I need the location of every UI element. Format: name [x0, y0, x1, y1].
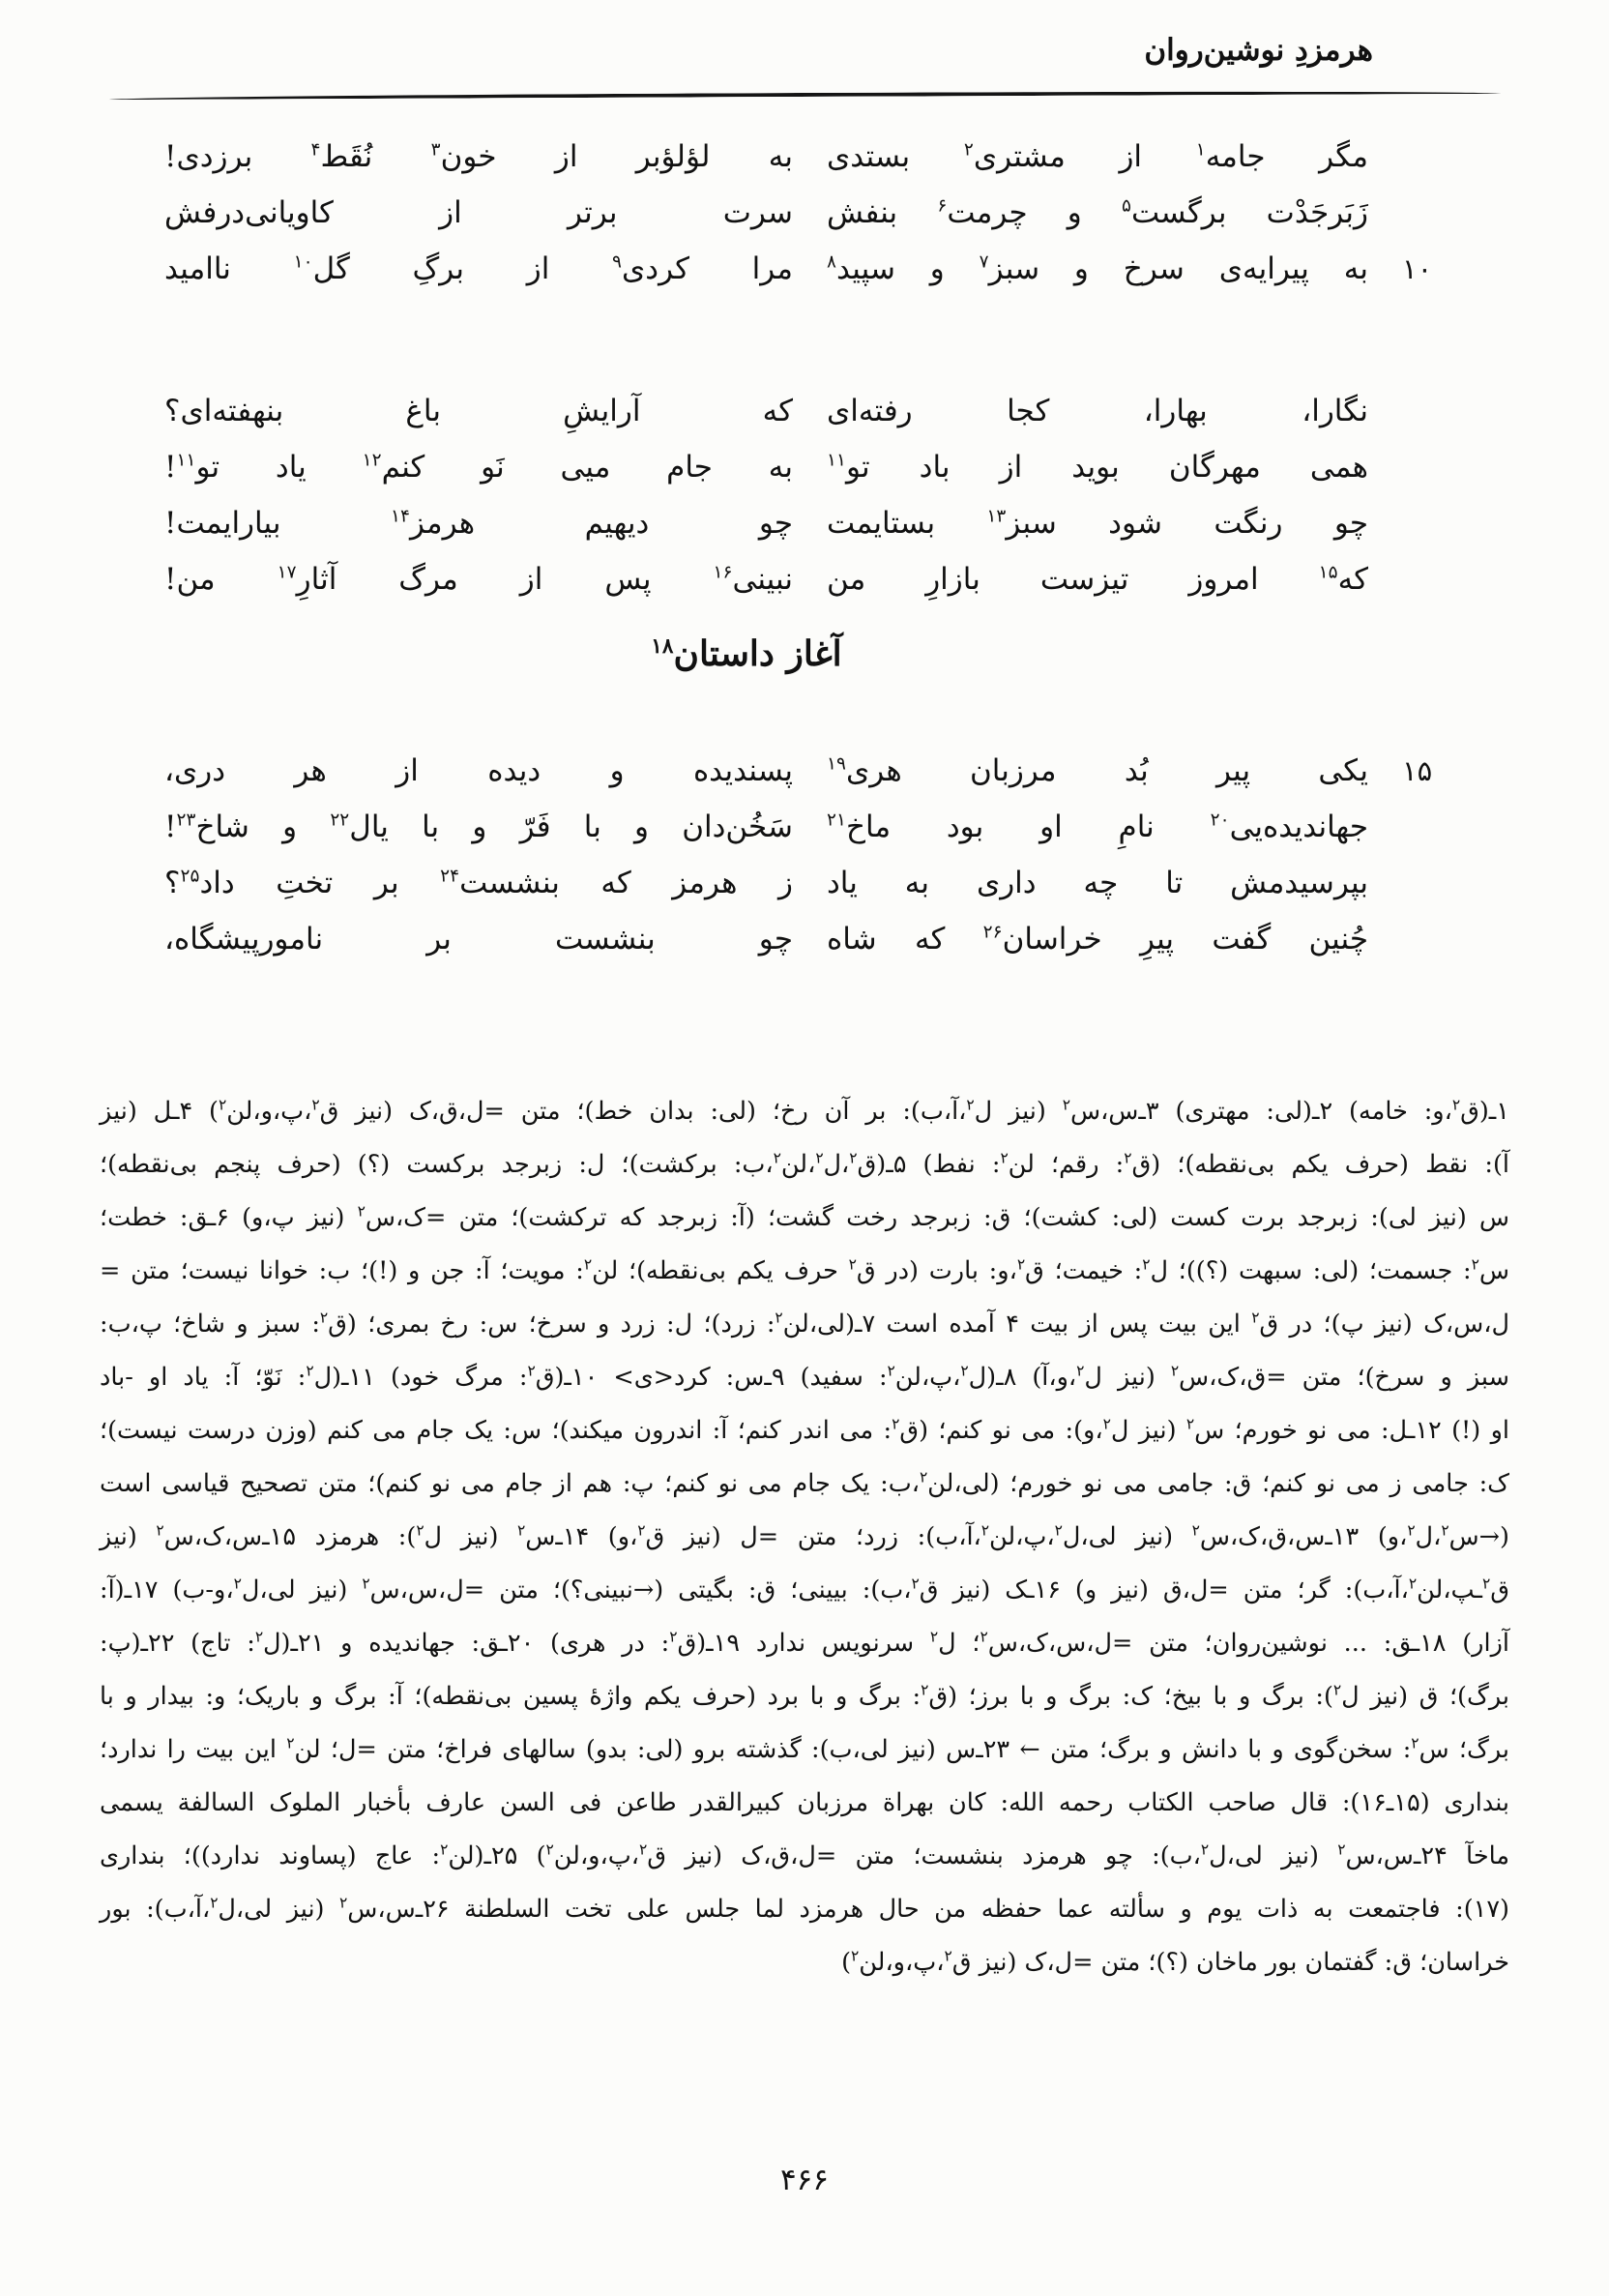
verse-line — [164, 743, 1450, 799]
hemistich-right: به پیرایه‌ی سرخ و سبز$^۷$ و سپید$^۸$ — [827, 251, 1368, 286]
hemistich-right: که$^{۱۵}$ امروز تیزست بازارِ من — [827, 562, 1368, 597]
hemistich-left: به جام میی نَو کنم$^{۱۲}$ یاد تو$^{۱۱}$! — [164, 450, 793, 485]
verse-line — [164, 185, 1450, 241]
hemistich-left: نبینی$^{۱۶}$ پس از مرگ آثارِ$^{۱۷}$ من! — [164, 562, 794, 597]
footnote-line: س (نیز لی): زبرجد برت کست (لی: کشت)؛ ق: زبرجد رخت گشت؛ (آ: زبرجد که ترکشت)؛ متن =ک،س$^۲$ (نیز پ،و) ۶ـق: خطت؛ — [100, 1202, 1509, 1232]
hemistich-left: چو بنشست بر نامورپیشگاه، — [164, 922, 793, 957]
hemistich-left: سَخُن‌دان و با فَرّ و با یال$^{۲۲}$ و شاخ$^{۲۳}$! — [164, 809, 794, 844]
footnote-line: س$^۲$: جسمت؛ (لی: سبهت (؟))؛ ل$^۲$: خیمت؛ ق$^۲$،و: بارت (در ق$^۲$ حرف یکم بی‌نقطه)؛ لن$^۲$: مویت؛ آ: جن و (!)؛ ب: خوانا نیست؛ متن = — [100, 1255, 1509, 1285]
hemistich-right: چو رنگت شود سبز$^{۱۳}$ بستایمت — [827, 506, 1368, 541]
footnote-line: خراسان؛ ق: گفتمان بور ماخان (؟)؛ متن =ل،ک (نیز ق$^۲$،پ،و،لن$^۲$) — [841, 1947, 1509, 1977]
footnote-line: برگ؛ س$^۲$: سخن‌گوی و با دانش و برگ؛ متن ← ۲۳ـ‌س (نیز لی،ب): گذشته برو (لی: بدو) سالهای فراخ؛ متن =ل؛ لن$^۲$ این بیت را ندارد؛ — [100, 1734, 1509, 1764]
footnote-line: ک: جامی ز می نو کنم؛ ق: جامی می نو خورم؛ (لی،لن$^۲$،ب: یک جام می نو کنم؛ پ: هم از جام می نو کنم)؛ متن تصحیح قیاسی است — [100, 1468, 1509, 1498]
verse-line — [164, 855, 1450, 911]
footnote-line: (۱۷): فاجتمعت به ذات یوم و سألته عما حفظه من حال هرمزد لما جلس علی تخت السلطنة ۲۶ـ‌س،س$^۲$ (نیز لی،ل$^۲$،آ،ب): بور — [100, 1894, 1509, 1924]
verse-line — [164, 799, 1450, 855]
footnote-line: (→س$^۲$،ل$^۲$،و) ۱۳ـ‌س،ق،ک،س$^۲$ (نیز لی،ل$^۲$،پ،لن$^۲$،آ،ب): زرد؛ متن =ل (نیز ق$^۲$،و) ۱۴ـ‌س$^۲$ (نیز ل$^۲$): هرمزد ۱۵ـ‌س،ک،س$^۲$ (نیز — [100, 1521, 1509, 1551]
footnote-line: ماخآ ۲۴ـ‌س،س$^۲$ (نیز لی،ل$^۲$،ب): چو هرمزد بنشست؛ متن =ل،ق،ک (نیز ق$^۲$،پ،و،لن$^۲$) ۲۵ـ(لن$^۲$: عاج (پساوند ندارد))؛ بنداری — [100, 1840, 1510, 1870]
running-header-title: هرمزدِ نوشین‌روان — [1144, 33, 1373, 68]
verse-number: ۱۵ — [1402, 754, 1433, 787]
critical-apparatus-footnotes — [100, 1085, 1509, 1989]
poem-stanza-3 — [164, 743, 1450, 967]
verse-number: ۱۰ — [1402, 252, 1433, 285]
hemistich-right: نگارا، بهارا، کجا رفته‌ای — [827, 394, 1368, 428]
hemistich-right: جهاندیده‌یی$^{۲۰}$ نامِ او بود ماخ$^{۲۱}$ — [827, 809, 1368, 844]
page-number: ۴۶۶ — [780, 2163, 829, 2197]
footnote-line: برگ)؛ ق (نیز ل$^۲$): برگ و با بیخ؛ ک: برگ و با برز؛ (ق$^۲$: برگ و با برد (حرف یکم واژهٔ پسین بی‌نقطه)؛ آ: برگ و باریک؛ و: بیدار و با — [100, 1681, 1509, 1711]
hemistich-left: پسندیده و دیده از هر دری، — [164, 753, 793, 788]
verse-line — [164, 911, 1450, 967]
hemistich-left: چو دیهیم هرمز$^{۱۴}$ بیارایمت! — [164, 506, 793, 541]
footnote-line: بنداری (۱۵ـ۱۶): قال صاحب الکتاب رحمه الله: کان بهراة مرزبان کبیرالقدر طاعن فی السن عارف بأخبار الملوک السالفة یسمی — [100, 1788, 1510, 1817]
header-rule — [108, 90, 1501, 100]
footnote-line: آ): نقط (حرف یکم بی‌نقطه)؛ (ق$^۲$: رقم؛ لن$^۲$: نفط) ۵ـ(ق$^۲$،ل$^۲$،لن$^۲$،ب: برکشت)؛ ل: زبرجد برکست (؟) (حرف پنجم بی‌نقطه)؛ — [100, 1149, 1510, 1179]
hemistich-right: همی مهرگان بوید از باد تو$^{۱۱}$ — [827, 450, 1368, 485]
footnote-line: ل،س،ک (نیز پ)؛ در ق$^۲$ این بیت پس از بیت ۴ آمده است ۷ـ(لی،لن$^۲$: زرد)؛ ل: زرد و سرخ؛ س: رخ بمری؛ (ق$^۲$: سبز و شاخ؛ پ،ب: — [100, 1309, 1510, 1339]
verse-line — [164, 551, 1450, 607]
footnote-line: او (!) ۱۲ـل: می نو خورم؛ س$^۲$ (نیز ل$^۲$،و): می نو کنم؛ (ق$^۲$: می اندر کنم؛ آ: اندرون میکند)؛ س: یک جام می کنم (وزن درست نیست)؛ — [100, 1415, 1509, 1445]
verse-line — [164, 383, 1450, 439]
section-heading: آغاز داستان$^{۱۸}$ — [651, 633, 842, 674]
verse-line — [164, 495, 1450, 551]
hemistich-left: سرت برتر از کاویانی‌درفش — [164, 195, 793, 230]
verse-line — [164, 241, 1450, 297]
poem-stanza-2 — [164, 383, 1450, 607]
hemistich-right: یکی پیر بُد مرزبان هری$^{۱۹}$ — [827, 753, 1368, 788]
hemistich-left: به لؤلؤبر از خون$^۳$ نُقَط$^۴$ برزدی! — [164, 139, 793, 174]
footnote-line: ق$^۲$ـپ،لن$^۲$،آ،ب): گر؛ متن =ل،ق (نیز و) ۱۶ـک (نیز ق$^۲$،ب): بیینی؛ ق: بگیتی (→نبینی؟)؛ متن =ل،س،س$^۲$ (نیز لی،ل$^۲$،و-ب) ۱۷ـ(آ: — [100, 1575, 1509, 1604]
footnote-line: آزار) ۱۸ـق: ... نوشین‌روان؛ متن =ل،س،ک،س$^۲$؛ ل$^۲$ سرنویس ندارد ۱۹ـ(ق$^۲$: در هری) ۲۰ـق: جهاندیده و ۲۱ـ(ل$^۲$: تاج) ۲۲ـ(پ: — [100, 1628, 1509, 1658]
footnote-line: ۱ـ(ق$^۲$،و: خامه) ۲ـ(لی: مهتری) ۳ـ‌س،س$^۲$ (نیز ل$^۲$،آ،ب): بر آن رخ؛ (لی: بدان خط)؛ متن =ل،ق،ک (نیز ق$^۲$،پ،و،لن$^۲$) ۴ـل (نیز — [100, 1096, 1509, 1126]
hemistich-right: زَبَرجَدْت برگست$^۵$ و چرمت$^۶$ بنفش — [827, 195, 1368, 230]
hemistich-left: ز هرمز که بنشست$^{۲۴}$ بر تختِ داد$^{۲۵}$؟ — [164, 866, 793, 900]
footnote-line: سبز و سرخ)؛ متن =ق،ک،س$^۲$ (نیز ل$^۲$،و،آ) ۸ـ(ل$^۲$،پ،لن$^۲$: سفید) ۹ـ‌س: کرد<ی> ۱۰ـ(ق$^۲$: مرگ خود) ۱۱ـ(ل$^۲$: نَوّ؛ آ: یاد او -باد — [100, 1362, 1509, 1392]
hemistich-right: مگر جامه$^۱$ از مشتری$^۲$ بستدی — [827, 139, 1368, 174]
poem-stanza-1 — [164, 129, 1450, 297]
verse-line — [164, 439, 1450, 495]
hemistich-left: مرا کردی$^۹$ از برگِ گل$^{۱۰}$ ناامید — [164, 251, 793, 286]
hemistich-left: که آرایشِ باغ بنهفته‌ای؟ — [164, 394, 793, 428]
hemistich-right: بپرسیدمش تا چه داری به یاد — [827, 866, 1368, 900]
hemistich-right: چُنین گفت پیرِ خراسان$^{۲۶}$ که شاه — [827, 922, 1368, 957]
verse-line — [164, 129, 1450, 185]
